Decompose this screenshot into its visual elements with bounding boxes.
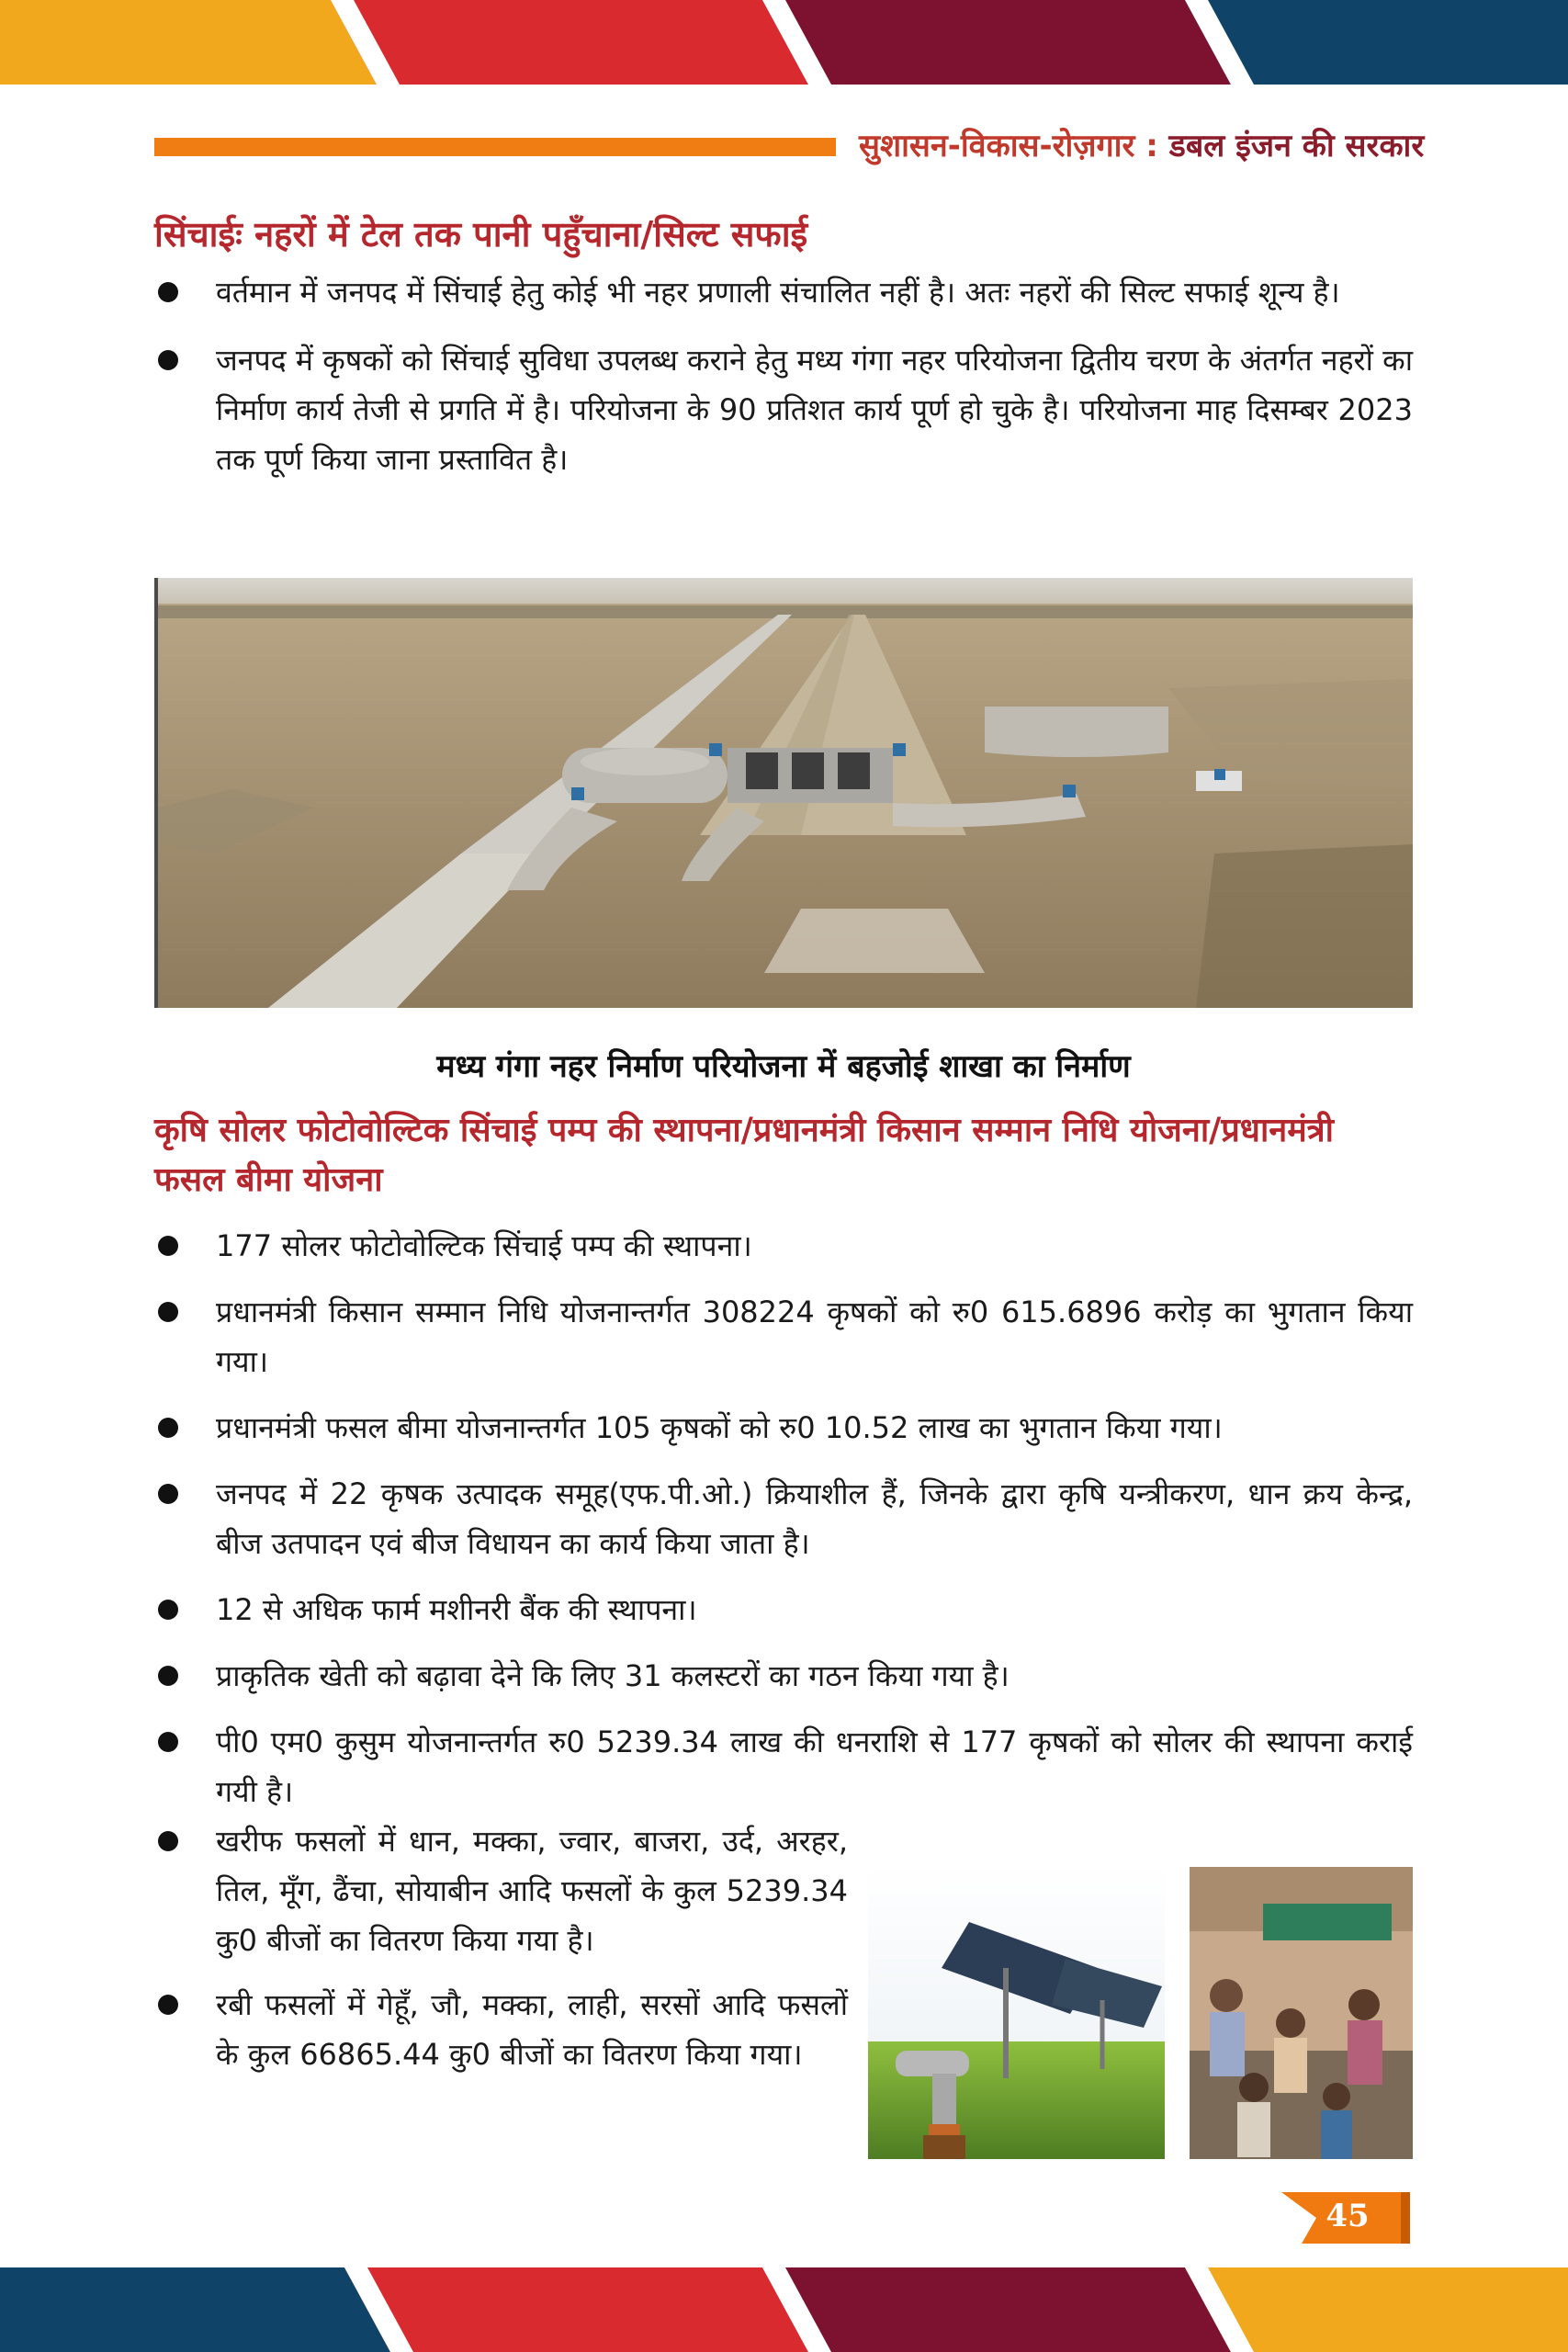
list-item: जनपद में 22 कृषक उत्पादक समूह(एफ.पी.ओ.) क्रियाशील हैं, जिनके द्वारा कृषि यन्त्रीकरण, धान क्रय केन्द्र, बीज उतपादन एवं बीज विधायन का कार्य किया जाता है। xyxy=(154,1469,1413,1568)
header-title-part1: सुशासन-विकास-रोज़गार : xyxy=(859,128,1169,164)
canal-construction-photo xyxy=(154,578,1413,1008)
solar-pump-photo xyxy=(868,1867,1165,2159)
list-item: रबी फसलों में गेहूँ, जौ, मक्का, लाही, सरसों आदि फसलों के कुल 66865.44 कु0 बीजों का वितरण किया गया। xyxy=(154,1980,848,2079)
header-title-part2: डबल इंजन की सरकार xyxy=(1168,128,1425,164)
list-item: प्रधानमंत्री फसल बीमा योजनान्तर्गत 105 कृषकों को रु0 10.52 लाख का भुगतान किया गया। xyxy=(154,1403,1413,1453)
section2-bullet-list xyxy=(154,1221,1413,1833)
bullet-icon xyxy=(158,1995,178,2015)
bullet-icon xyxy=(158,1732,178,1752)
seed-distribution-bullet-list xyxy=(154,1816,848,2094)
list-item: जनपद में कृषकों को सिंचाई सुविधा उपलब्ध कराने हेतु मध्य गंगा नहर परियोजना द्वितीय चरण के अंतर्गत नहरों का निर्माण कार्य तेजी से प्रगति में है। परियोजना के 90 प्रतिशत कार्य पूर्ण हो चुके है। परियोजना माह दिसम्बर 2023 तक पूर्ण किया जाना प्रस्तावित है। xyxy=(154,335,1413,484)
list-item: प्रधानमंत्री किसान सम्मान निधि योजनान्तर्गत 308224 कृषकों को रु0 615.6896 करोड़ का भुगतान किया गया। xyxy=(154,1287,1413,1386)
bullet-icon xyxy=(158,1484,178,1504)
bottom-color-band xyxy=(0,2267,1568,2352)
list-item: 177 सोलर फोटोवोल्टिक सिंचाई पम्प की स्थापना। xyxy=(154,1221,1413,1271)
list-item: प्राकृतिक खेती को बढ़ावा देने कि लिए 31 कलस्टरों का गठन किया गया है। xyxy=(154,1651,1413,1701)
header-accent-line xyxy=(154,138,836,156)
section1-title: सिंचाईः नहरों में टेल तक पानी पहुँचाना/सिल्ट सफाई xyxy=(154,213,808,254)
top-color-band xyxy=(0,0,1568,85)
bullet-icon xyxy=(158,1418,178,1438)
section2-title: कृषि सोलर फोटोवोल्टिक सिंचाई पम्प की स्थापना/प्रधानमंत्री किसान सम्मान निधि योजना/प्रधानमंत्री फसल बीमा योजना xyxy=(154,1111,1334,1199)
list-item: 12 से अधिक फार्म मशीनरी बैंक की स्थापना। xyxy=(154,1585,1413,1634)
list-item: खरीफ फसलों में धान, मक्का, ज्वार, बाजरा, उर्द, अरहर, तिल, मूँग, ढैंचा, सोयाबीन आदि फसलों के कुल 5239.34 कु0 बीजों का वितरण किया गया है। xyxy=(154,1816,848,1965)
bullet-icon xyxy=(158,1666,178,1686)
bullet-icon xyxy=(158,350,178,370)
farmers-meeting-photo xyxy=(1190,1867,1413,2159)
list-item: वर्तमान में जनपद में सिंचाई हेतु कोई भी नहर प्रणाली संचालित नहीं है। अतः नहरों की सिल्ट सफाई शून्य है। xyxy=(154,267,1413,317)
bullet-icon xyxy=(158,1831,178,1851)
bullet-icon xyxy=(158,1236,178,1256)
section1-bullet-list xyxy=(154,267,1413,503)
bullet-icon xyxy=(158,1302,178,1322)
list-item: पी0 एम0 कुसुम योजनान्तर्गत रु0 5239.34 लाख की धनराशि से 177 कृषकों को सोलर की स्थापना कराई गयी है। xyxy=(154,1717,1413,1816)
header-title xyxy=(859,123,1425,165)
bullet-icon xyxy=(158,1600,178,1620)
page-number: 45 xyxy=(1325,2198,1370,2234)
photo-caption: मध्य गंगा नहर निर्माण परियोजना में बहजोई शाखा का निर्माण xyxy=(436,1048,1131,1085)
bullet-icon xyxy=(158,282,178,302)
